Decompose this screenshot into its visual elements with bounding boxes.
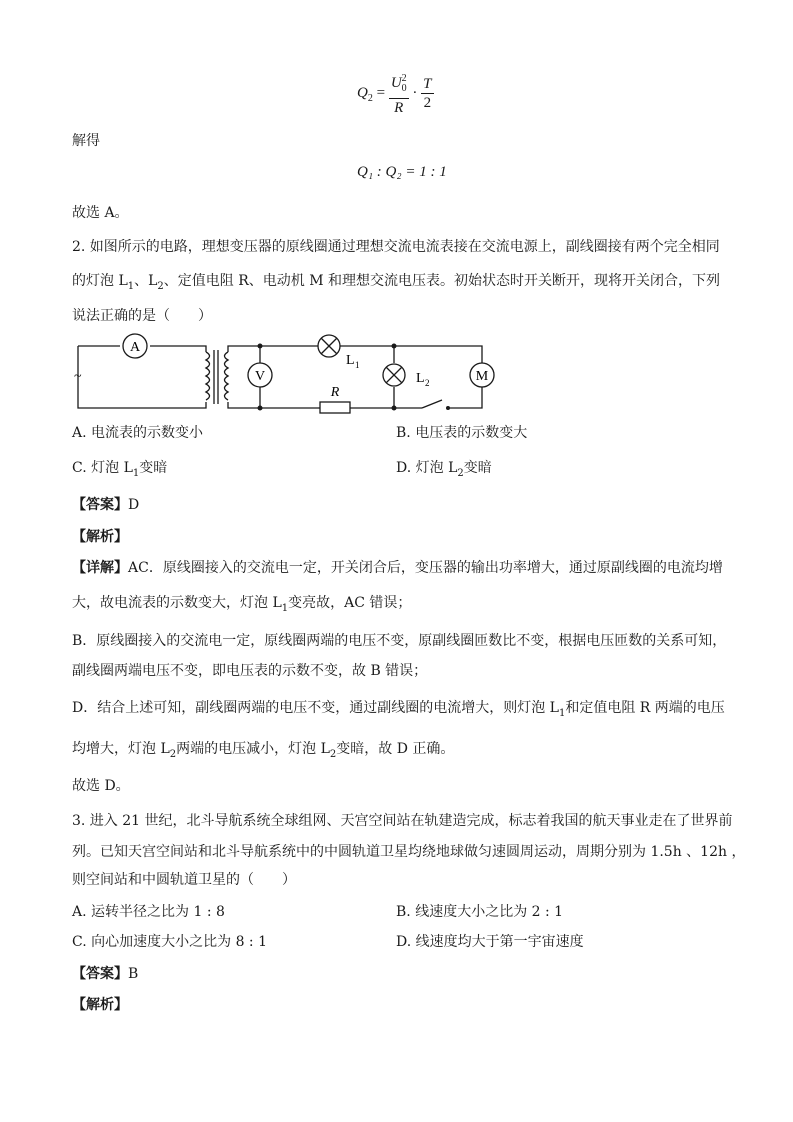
lamp-l2-icon: [383, 364, 405, 386]
lamp2-sub: 2: [425, 378, 430, 388]
q3-answer: [72, 963, 138, 983]
eq-sup: 2: [401, 73, 407, 84]
voltmeter-label: V: [254, 369, 266, 384]
detail-line4: 副线圈两端电压不变，即电压表的示数不变，故 B 错误；: [72, 663, 428, 679]
secondary-coil: [225, 352, 229, 400]
opt-c-post: 变暗: [139, 460, 168, 476]
q3-line2: 列。已知天宫空间站和北斗导航系统中的中圆轨道卫星均绕地球做匀速圆周运动，周期分别为 1.5h 、12h ，: [72, 844, 746, 860]
opt-d-pre: D. 灯泡 L: [396, 460, 458, 476]
sub-2: 2: [157, 280, 164, 292]
q3-line1: 3. 进入 21 世纪，北斗导航系统全球组网、天宫空间站在轨建造完成，标志着我国的航天事业走在了世界前: [72, 813, 733, 829]
eq-sub0: 0: [401, 83, 407, 94]
detail-6c: 变暗，故 D 正确。: [336, 741, 455, 757]
q3-analysis-label: 【解析】: [72, 997, 128, 1013]
q2-line2-a: 的灯泡 L: [72, 273, 128, 289]
detail-6b: 两端的电压减小，灯泡 L: [176, 741, 330, 757]
guxuan-a: 故选 A。: [72, 205, 129, 221]
detail-1: AC．原线圈接入的交流电一定，开关闭合后，变压器的输出功率增大，通过原副线圈的电流均增: [128, 560, 723, 576]
eq-dot: ·: [412, 84, 418, 101]
q2-answer: [72, 494, 139, 514]
lamp1-label: L: [346, 353, 355, 368]
jiede-text: 解得: [72, 133, 100, 149]
detail-5b: 和定值电阻 R 两端的电压: [565, 700, 725, 716]
answer-label: 【答案】: [72, 966, 128, 982]
q2-option-c: [72, 457, 167, 479]
q2-option-d: [396, 457, 492, 479]
sub-2: 2: [169, 748, 177, 760]
ammeter-label: A: [129, 340, 141, 355]
eq-symbol: Q: [357, 84, 368, 101]
detail-line2: [72, 592, 411, 614]
equation-ratio: Q₁ : Q₂ = 1 : 1: [357, 164, 447, 180]
q3-option-c: C. 向心加速度大小之比为 8 : 1: [72, 934, 267, 950]
q3-option-b: B. 线速度大小之比为 2 : 1: [396, 904, 564, 920]
q2-analysis-label: 【解析】: [72, 529, 128, 545]
eq-fraction-2: [421, 75, 433, 112]
lamp2-label: L: [416, 371, 425, 386]
detail-line3: B．原线圈接入的交流电一定，原线圈两端的电压不变，原副线圈匝数比不变，根据电压匝数的关系可知，: [72, 633, 727, 649]
switch: [422, 400, 442, 408]
sub-1: 1: [127, 280, 135, 292]
detail-6a: 均增大，灯泡 L: [72, 741, 170, 757]
answer-value: D: [128, 497, 140, 513]
detail-5a: D．结合上述可知，副线圈两端的电压不变，通过副线圈的电流增大，则灯泡 L: [72, 700, 559, 716]
eq-2: 2: [423, 95, 432, 111]
eq-u: U: [390, 75, 402, 91]
resistor-label: R: [330, 385, 340, 400]
detail-label: 【详解】: [72, 560, 128, 576]
sub-1: 1: [281, 602, 289, 614]
eq-den-r: R: [394, 100, 404, 116]
answer-label: 【答案】: [72, 497, 128, 513]
sub-2: 2: [329, 748, 337, 760]
q2-line2-b: 、L: [134, 273, 158, 289]
q2-line3: 说法正确的是（ ）: [72, 308, 212, 324]
lamp-l1-icon: [318, 335, 340, 357]
detail-2b: 变亮故，AC 错误；: [288, 595, 412, 611]
lamp1-sub: 1: [355, 360, 360, 370]
detail-line5: [72, 697, 725, 719]
detail-line1: [72, 557, 723, 577]
q2-option-a: A. 电流表的示数变小: [72, 425, 204, 441]
q2-line2: [72, 270, 720, 292]
q2-line1: 2. 如图所示的电路，理想变压器的原线圈通过理想交流电流表接在交流电源上，副线圈接有两个完全相同: [72, 239, 720, 255]
eq-equals: =: [376, 84, 386, 101]
sub-2: 2: [457, 467, 464, 479]
guxuan-d: 故选 D。: [72, 778, 130, 794]
motor-label: M: [475, 369, 489, 384]
q3-option-d: D. 线速度均大于第一宇宙速度: [396, 934, 584, 950]
q3-option-a: A. 运转半径之比为 1 : 8: [72, 904, 225, 920]
sub-1: 1: [132, 467, 140, 479]
eq-fraction-1: [389, 70, 409, 117]
q3-line3: 则空间站和中圆轨道卫星的（ ）: [72, 872, 296, 888]
detail-2a: 大，故电流表的示数变大，灯泡 L: [72, 595, 282, 611]
resistor-icon: [320, 402, 350, 413]
eq-subscript: 2: [367, 92, 373, 104]
q2-option-b: B. 电压表的示数变大: [396, 425, 528, 441]
eq-t: T: [423, 76, 432, 92]
opt-c-pre: C. 灯泡 L: [72, 460, 133, 476]
answer-value: B: [128, 966, 139, 982]
ac-source-label: ~: [74, 369, 82, 384]
primary-coil: [206, 352, 210, 400]
detail-line6: [72, 738, 454, 760]
equation-q2: [357, 70, 434, 117]
opt-d-post: 变暗: [463, 460, 492, 476]
q2-line2-c: 、定值电阻 R、电动机 M 和理想交流电压表。初始状态时开关断开，现将开关闭合，下列: [163, 273, 721, 289]
sub-1: 1: [558, 707, 566, 719]
circuit-diagram: [70, 330, 510, 420]
